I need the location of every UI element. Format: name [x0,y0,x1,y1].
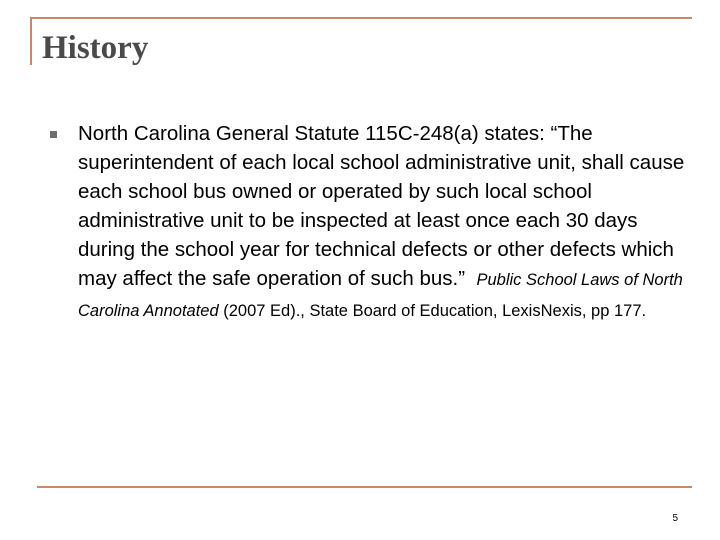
slide-title: History [42,30,149,66]
statute-quote: North Carolina General Statute 115C-248(a) states: “The superintendent of each local school administrative unit, shall cause each school bus owned or operated by such local school administrative unit to be inspected at least once each 30 days during the school year for technical defects or other defects which may affect the safe operation of such bus.” [78,122,685,290]
page-number: 5 [672,513,678,524]
bottom-horizontal-rule [37,486,692,488]
top-horizontal-rule [30,17,692,19]
list-item [50,119,690,326]
citation-details: (2007 Ed)., State Board of Education, LexisNexis, pp 177. [218,302,647,320]
top-vertical-rule [30,17,32,65]
statute-paragraph [78,119,690,326]
bullet-list [50,119,690,326]
citation-source-title: Public School Laws of North Carolina Annotated [78,271,683,320]
square-bullet-icon [50,131,57,138]
